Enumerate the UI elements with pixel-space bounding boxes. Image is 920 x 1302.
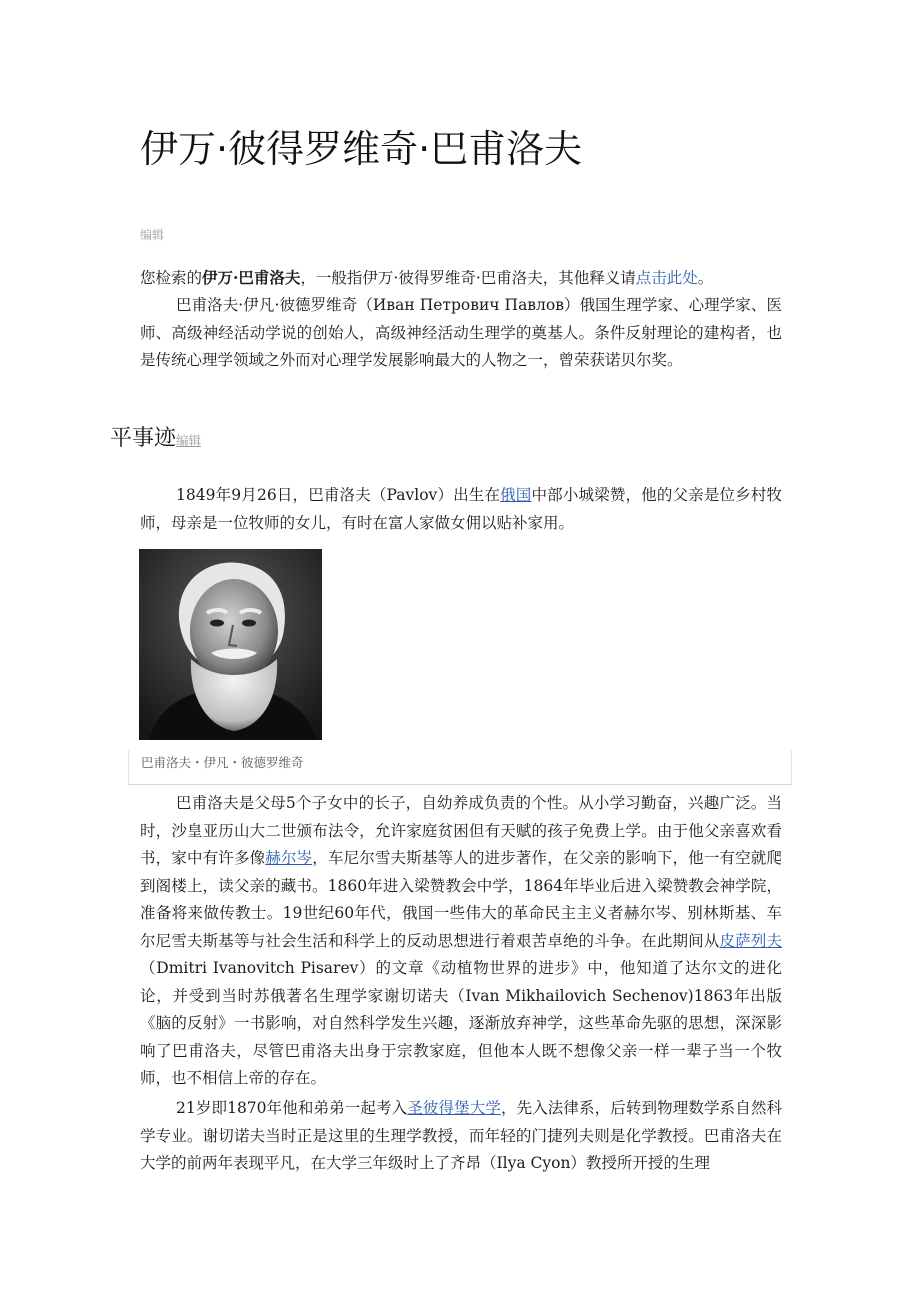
intro-prefix: 您检索的: [140, 269, 203, 287]
spbu-link[interactable]: 圣彼得堡大学: [407, 1099, 501, 1117]
paragraph-youth: [140, 790, 782, 1093]
p2-text-c: （Dmitri Ivanovitch Pisarev）的文章《动植物世界的进步》中，他知道了达尔文的进化论，并受到当时苏俄著名生理学家谢切诺夫（Ivan Mikhailovich Sechenov)1863年出版《脑的反射》一书影响，对自然科学发生兴趣，逐渐放弃神学，这些革命先驱的思想，深深影响了巴甫洛夫，尽管巴甫洛夫出身于宗教家庭，但他本人既不想像父亲一样一辈子当一个牧师，也不相信上帝的存在。: [140, 959, 782, 1087]
summary-paragraph: 巴甫洛夫·伊凡·彼德罗维奇（Иван Петрович Павлов）俄国生理学家、心理学家、医师、高级神经活动学说的创始人，高级神经活动生理学的奠基人。条件反射理论的建构者，也是传统心理学领域之外而对心理学发展影响最大的人物之一，曾荣获诺贝尔奖。: [140, 296, 782, 369]
disambiguation-link[interactable]: 点击此处: [635, 269, 698, 287]
portrait-image: [139, 549, 322, 740]
intro-suffix: 。: [697, 269, 714, 287]
figure-caption-box: [128, 750, 792, 785]
paragraph-birth: [140, 482, 782, 537]
section-edit-link[interactable]: 编辑: [176, 433, 202, 448]
p2-text-a: 巴甫洛夫是父母5个子女中的长子，自幼养成负责的个性。从小学习勤奋，兴趣广泛。当时，沙皇亚历山大二世颁布法令，允许家庭贫困但有天赋的孩子免费上学。由于他父亲喜欢看书，家中有许多像: [140, 794, 782, 867]
page-title: 伊万·彼得罗维奇·巴甫洛夫: [140, 127, 583, 171]
disambiguation-note: [140, 264, 782, 293]
edit-link[interactable]: 编辑: [140, 228, 165, 242]
intro-middle: ，一般指伊万·彼得罗维奇·巴甫洛夫，其他释义请: [300, 269, 636, 287]
p1-text-a: 1849年9月26日，巴甫洛夫（Pavlov）出生在: [176, 486, 501, 504]
p2-text-b: ，车尼尔雪夫斯基等人的进步著作，在父亲的影响下，他一有空就爬到阁楼上，读父亲的藏书。1860年进入梁赞教会中学，1864年毕业后进入梁赞教会神学院，准备将来做传教士。19世纪60年代，俄国一些伟大的革命民主主义者赫尔岑、别林斯基、车尔尼雪夫斯基等与社会生活和科学上的反动思想进行着艰苦卓绝的斗争。在此期间从: [140, 849, 782, 950]
section-heading: [110, 423, 201, 457]
p1-text-b: 中部小城梁赞，他的父亲是位乡村牧师，母亲是一位牧师的女儿，有时在富人家做女佣以贴补家用。: [140, 486, 782, 532]
p3-text-b: ，先入法律系，后转到物理数学系自然科学专业。谢切诺夫当时正是这里的生理学教授，而年轻的门捷列夫则是化学教授。巴甫洛夫在大学的前两年表现平凡，在大学三年级时上了齐昂（Ilya Cyon）教授所开授的生理: [140, 1099, 782, 1172]
figure-caption: 巴甫洛夫・伊凡・彼德罗维奇: [141, 755, 304, 770]
search-keyword: 伊万·巴甫洛夫: [202, 268, 301, 287]
russia-link[interactable]: 俄国: [500, 486, 532, 504]
herzen-link[interactable]: 赫尔岑: [265, 849, 313, 867]
pisarev-link[interactable]: 皮萨列夫: [719, 931, 782, 950]
section-heading-text: 平事迹: [110, 426, 177, 451]
paragraph-university: [140, 1095, 782, 1178]
p3-text-a: 21岁即1870年他和弟弟一起考入: [176, 1099, 408, 1117]
portrait-photo: [139, 549, 322, 740]
